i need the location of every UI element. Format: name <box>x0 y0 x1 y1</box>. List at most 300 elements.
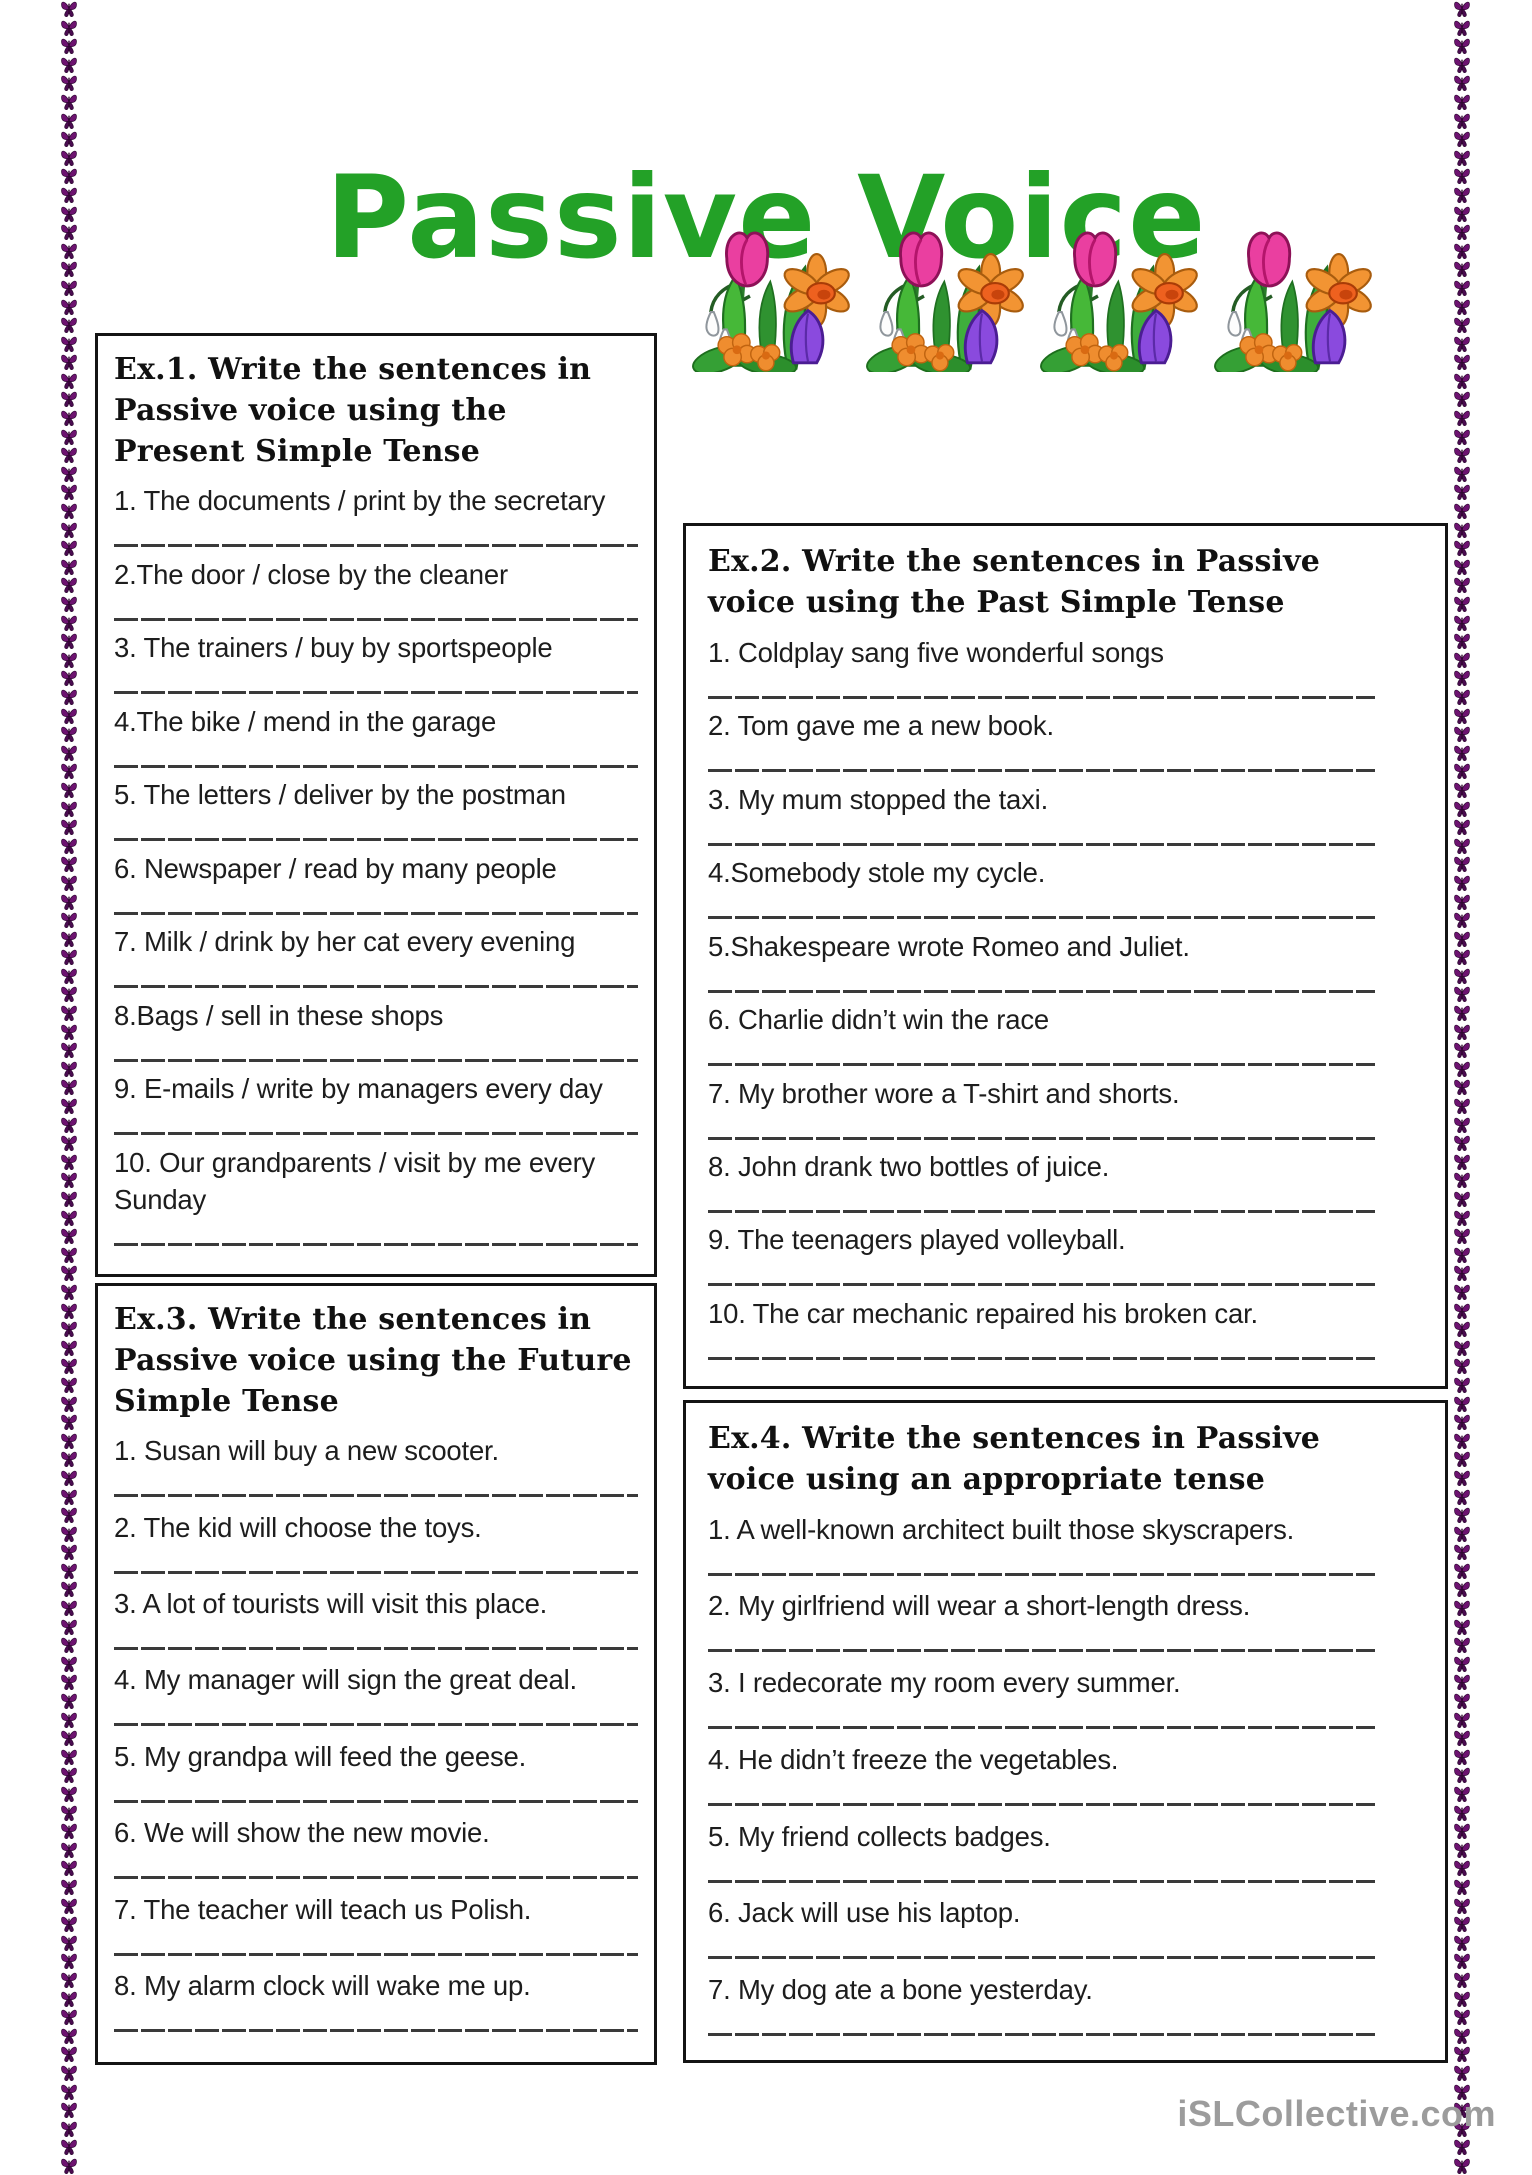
butterfly-icon <box>57 1488 81 1507</box>
answer-blank-line <box>114 985 638 988</box>
exercise-item <box>708 1894 1375 1959</box>
butterfly-icon <box>1450 1060 1474 1079</box>
butterfly-icon <box>57 1692 81 1711</box>
sentence: 2. The kid will choose the toys. <box>114 1511 482 1543</box>
butterfly-icon <box>1450 1023 1474 1042</box>
butterfly-icon <box>1450 1264 1474 1283</box>
butterfly-icon <box>57 911 81 930</box>
butterfly-icon <box>1450 186 1474 205</box>
butterfly-icon <box>57 893 81 912</box>
butterfly-icon <box>1450 1543 1474 1562</box>
sentence: 5. My grandpa will feed the geese. <box>114 1740 527 1772</box>
butterfly-icon <box>1450 2045 1474 2064</box>
sentence: 7. My brother wore a T-shirt and shorts. <box>708 1077 1180 1109</box>
butterfly-icon <box>57 56 81 75</box>
answer-blank-line <box>708 1063 1375 1066</box>
butterfly-icon <box>57 502 81 521</box>
answer-blank-line <box>708 1137 1375 1140</box>
sentence: 3. My mum stopped the taxi. <box>708 783 1049 815</box>
exercise-item <box>114 1509 638 1574</box>
butterfly-icon <box>57 1506 81 1525</box>
butterfly-icon <box>1450 0 1474 19</box>
answer-blank-line <box>114 1723 638 1726</box>
sentence: 6. Newspaper / read by many people <box>114 852 557 884</box>
butterfly-icon <box>57 1469 81 1488</box>
butterfly-icon <box>1450 1413 1474 1432</box>
butterfly-icon <box>1450 1618 1474 1637</box>
butterfly-icon <box>1450 502 1474 521</box>
butterfly-icon <box>1450 56 1474 75</box>
sentence: 10. Our grandparents / visit by me every Sunday <box>114 1146 596 1215</box>
butterfly-icon <box>1450 651 1474 670</box>
sentence: 4.The bike / mend in the garage <box>114 705 497 737</box>
butterfly-icon <box>1450 855 1474 874</box>
butterfly-border-left <box>57 0 83 2167</box>
butterfly-icon <box>57 1413 81 1432</box>
butterfly-icon <box>57 149 81 168</box>
butterfly-icon <box>1450 1934 1474 1953</box>
exercise-4-box <box>683 1400 1448 2063</box>
sentence: 6. We will show the new movie. <box>114 1817 490 1849</box>
butterfly-icon <box>1450 707 1474 726</box>
butterfly-icon <box>1450 558 1474 577</box>
butterfly-icon <box>1450 1599 1474 1618</box>
sentence: 4. My manager will sign the great deal. <box>114 1664 577 1696</box>
answer-blank-line <box>114 838 638 841</box>
butterfly-icon <box>1450 335 1474 354</box>
butterfly-icon <box>1450 372 1474 391</box>
flower-strip <box>692 226 1392 372</box>
butterfly-icon <box>57 985 81 1004</box>
sentence: 2. Tom gave me a new book. <box>708 710 1054 742</box>
butterfly-icon <box>57 800 81 819</box>
butterfly-icon <box>57 1636 81 1655</box>
butterfly-icon <box>1450 2064 1474 2083</box>
butterfly-icon <box>1450 781 1474 800</box>
exercise-item <box>114 1738 638 1803</box>
butterfly-icon <box>1450 1878 1474 1897</box>
butterfly-icon <box>57 260 81 279</box>
butterfly-icon <box>1450 1078 1474 1097</box>
butterfly-icon <box>57 2101 81 2120</box>
butterfly-icon <box>57 1655 81 1674</box>
butterfly-icon <box>57 2157 81 2175</box>
butterfly-icon <box>57 781 81 800</box>
answer-blank-line <box>114 1647 638 1650</box>
exercise-item <box>708 707 1375 772</box>
butterfly-icon <box>1450 1134 1474 1153</box>
butterfly-icon <box>1450 893 1474 912</box>
butterfly-icon <box>1450 1283 1474 1302</box>
butterfly-icon <box>1450 1488 1474 1507</box>
butterfly-icon <box>57 223 81 242</box>
butterfly-icon <box>1450 762 1474 781</box>
butterfly-icon <box>57 167 81 186</box>
butterfly-icon <box>1450 1692 1474 1711</box>
butterfly-icon <box>57 19 81 38</box>
butterfly-icon <box>1450 37 1474 56</box>
butterfly-icon <box>1450 1116 1474 1135</box>
sentence: 4. He didn’t freeze the vegetables. <box>708 1743 1119 1775</box>
butterfly-icon <box>57 1450 81 1469</box>
butterfly-icon <box>1450 446 1474 465</box>
butterfly-icon <box>1450 1469 1474 1488</box>
butterfly-icon <box>57 1822 81 1841</box>
butterfly-icon <box>57 1004 81 1023</box>
butterfly-icon <box>57 1041 81 1060</box>
exercise-3-title: Ex.3. Write the sentences in Passive voice using the Future Simple Tense <box>114 1302 632 1419</box>
answer-blank-line <box>708 1573 1375 1576</box>
butterfly-icon <box>1450 1153 1474 1172</box>
answer-blank-line <box>708 990 1375 993</box>
butterfly-icon <box>57 186 81 205</box>
butterfly-icon <box>57 855 81 874</box>
butterfly-icon <box>1450 1822 1474 1841</box>
butterfly-icon <box>1450 1395 1474 1414</box>
answer-blank-line <box>114 1571 638 1574</box>
answer-blank-line <box>708 1283 1375 1286</box>
answer-blank-line <box>114 1132 638 1135</box>
butterfly-icon <box>1450 1990 1474 2009</box>
flower-bunch-icon <box>866 226 1040 372</box>
sentence: 6. Jack will use his laptop. <box>708 1897 1021 1929</box>
answer-blank-line <box>114 2029 638 2032</box>
butterfly-icon <box>57 1023 81 1042</box>
butterfly-icon <box>57 614 81 633</box>
butterfly-icon <box>57 1897 81 1916</box>
butterfly-icon <box>57 1859 81 1878</box>
butterfly-icon <box>1450 576 1474 595</box>
butterfly-icon <box>57 279 81 298</box>
butterfly-icon <box>1450 1376 1474 1395</box>
butterfly-icon <box>1450 1227 1474 1246</box>
sentence: 5. The letters / deliver by the postman <box>114 779 566 811</box>
exercise-1-box <box>95 333 657 1277</box>
butterfly-icon <box>57 335 81 354</box>
butterfly-icon <box>1450 130 1474 149</box>
exercise-1-title: Ex.1. Write the sentences in Passive voice using the Present Simple Tense <box>114 352 592 469</box>
butterfly-icon <box>1450 1804 1474 1823</box>
butterfly-icon <box>57 1302 81 1321</box>
sentence: 5.Shakespeare wrote Romeo and Juliet. <box>708 930 1190 962</box>
butterfly-icon <box>1450 242 1474 261</box>
butterfly-icon <box>1450 1841 1474 1860</box>
answer-blank-line <box>114 618 638 621</box>
sentence: 1. Susan will buy a new scooter. <box>114 1435 499 1467</box>
butterfly-icon <box>1450 1897 1474 1916</box>
butterfly-icon <box>57 2064 81 2083</box>
sentence: 10. The car mechanic repaired his broken car. <box>708 1297 1258 1329</box>
butterfly-icon <box>57 725 81 744</box>
sentence: 1. Coldplay sang five wonderful songs <box>708 636 1164 668</box>
butterfly-icon <box>57 1339 81 1358</box>
butterfly-icon <box>57 1580 81 1599</box>
exercise-item <box>114 629 638 694</box>
butterfly-icon <box>1450 167 1474 186</box>
butterfly-icon <box>1450 985 1474 1004</box>
answer-blank-line <box>708 1803 1375 1806</box>
butterfly-icon <box>57 948 81 967</box>
sentence: 8. John drank two bottles of juice. <box>708 1150 1110 1182</box>
butterfly-icon <box>1450 1246 1474 1265</box>
butterfly-icon <box>57 93 81 112</box>
butterfly-icon <box>57 1673 81 1692</box>
exercise-item <box>708 781 1375 846</box>
butterfly-icon <box>1450 688 1474 707</box>
butterfly-icon <box>57 818 81 837</box>
butterfly-icon <box>1450 2027 1474 2046</box>
butterfly-icon <box>57 1060 81 1079</box>
butterfly-icon <box>1450 1673 1474 1692</box>
butterfly-icon <box>1450 1097 1474 1116</box>
butterfly-icon <box>57 632 81 651</box>
butterfly-icon <box>57 651 81 670</box>
butterfly-icon <box>57 558 81 577</box>
exercise-item <box>708 1511 1375 1576</box>
butterfly-icon <box>57 242 81 261</box>
butterfly-icon <box>57 1227 81 1246</box>
butterfly-icon <box>57 1134 81 1153</box>
answer-blank-line <box>708 1956 1375 1959</box>
butterfly-icon <box>1450 930 1474 949</box>
butterfly-icon <box>57 1153 81 1172</box>
sentence: 4.Somebody stole my cycle. <box>708 857 1046 889</box>
butterfly-icon <box>57 2138 81 2157</box>
butterfly-icon <box>1450 911 1474 930</box>
butterfly-icon <box>1450 112 1474 131</box>
butterfly-icon <box>57 688 81 707</box>
butterfly-icon <box>57 1171 81 1190</box>
butterfly-icon <box>1450 205 1474 224</box>
butterfly-icon <box>57 744 81 763</box>
butterfly-icon <box>1450 428 1474 447</box>
butterfly-icon <box>1450 409 1474 428</box>
exercise-item <box>114 703 638 768</box>
butterfly-icon <box>1450 595 1474 614</box>
exercise-item <box>114 997 638 1062</box>
exercise-3-box <box>95 1283 657 2065</box>
butterfly-icon <box>57 595 81 614</box>
exercise-3-items <box>114 1432 638 2032</box>
butterfly-icon <box>57 1971 81 1990</box>
butterfly-icon <box>1450 19 1474 38</box>
butterfly-icon <box>57 669 81 688</box>
exercise-item <box>708 1075 1375 1140</box>
exercise-item <box>114 1814 638 1879</box>
butterfly-icon <box>57 1562 81 1581</box>
sentence: 8.Bags / sell in these shops <box>114 999 444 1031</box>
butterfly-icon <box>57 576 81 595</box>
butterfly-icon <box>1450 614 1474 633</box>
sentence: 7. The teacher will teach us Polish. <box>114 1893 532 1925</box>
butterfly-icon <box>1450 1711 1474 1730</box>
answer-blank-line <box>708 843 1375 846</box>
butterfly-border-right <box>1450 0 1476 2167</box>
exercise-item <box>708 1295 1375 1360</box>
answer-blank-line <box>114 691 638 694</box>
butterfly-icon <box>1450 1952 1474 1971</box>
sentence: 9. The teenagers played volleyball. <box>708 1224 1126 1256</box>
exercise-item <box>708 928 1375 993</box>
butterfly-icon <box>57 353 81 372</box>
sentence: 2.The door / close by the cleaner <box>114 558 508 590</box>
butterfly-icon <box>57 372 81 391</box>
exercise-item <box>708 1221 1375 1286</box>
answer-blank-line <box>708 916 1375 919</box>
butterfly-icon <box>1450 1655 1474 1674</box>
butterfly-icon <box>1450 1562 1474 1581</box>
exercise-item <box>114 1432 638 1497</box>
butterfly-icon <box>57 1878 81 1897</box>
butterfly-icon <box>57 1525 81 1544</box>
exercise-4-title: Ex.4. Write the sentences in Passive voice using an appropriate tense <box>708 1421 1321 1497</box>
butterfly-icon <box>1450 2157 1474 2175</box>
butterfly-icon <box>1450 1302 1474 1321</box>
butterfly-icon <box>1450 1171 1474 1190</box>
butterfly-icon <box>1450 465 1474 484</box>
butterfly-icon <box>1450 539 1474 558</box>
butterfly-icon <box>1450 1506 1474 1525</box>
answer-blank-line <box>114 1953 638 1956</box>
butterfly-icon <box>57 37 81 56</box>
answer-blank-line <box>114 912 638 915</box>
exercise-item <box>708 1741 1375 1806</box>
exercise-1-items <box>114 482 638 1246</box>
exercise-item <box>114 1661 638 1726</box>
exercise-2-title: Ex.2. Write the sentences in Passive voice using the Past Simple Tense <box>708 544 1321 620</box>
butterfly-icon <box>57 1190 81 1209</box>
exercise-4-items <box>708 1511 1375 2036</box>
butterfly-icon <box>57 1785 81 1804</box>
sentence: 6. Charlie didn’t win the race <box>708 1004 1049 1036</box>
exercise-item <box>708 1001 1375 1066</box>
sentence: 7. My dog ate a bone yesterday. <box>708 1974 1093 2005</box>
exercise-item <box>114 482 638 547</box>
exercise-item <box>114 556 638 621</box>
exercise-item <box>114 850 638 915</box>
butterfly-icon <box>57 428 81 447</box>
exercise-item <box>708 634 1375 699</box>
butterfly-icon <box>57 539 81 558</box>
butterfly-icon <box>1450 521 1474 540</box>
butterfly-icon <box>1450 744 1474 763</box>
exercise-item <box>708 1818 1375 1883</box>
butterfly-icon <box>1450 1785 1474 1804</box>
butterfly-icon <box>57 316 81 335</box>
exercise-item <box>708 1148 1375 1213</box>
butterfly-icon <box>57 2120 81 2139</box>
butterfly-icon <box>57 465 81 484</box>
butterfly-icon <box>1450 800 1474 819</box>
exercise-item <box>708 1664 1375 1729</box>
butterfly-icon <box>57 1543 81 1562</box>
butterfly-icon <box>1450 1357 1474 1376</box>
butterfly-icon <box>57 1711 81 1730</box>
butterfly-icon <box>1450 1636 1474 1655</box>
butterfly-icon <box>1450 874 1474 893</box>
flower-bunch-icon <box>1040 226 1214 372</box>
butterfly-icon <box>57 762 81 781</box>
sentence: 2. My girlfriend will wear a short-length dress. <box>708 1590 1251 1622</box>
butterfly-icon <box>1450 149 1474 168</box>
butterfly-icon <box>57 74 81 93</box>
butterfly-icon <box>57 1618 81 1637</box>
sentence: 3. I redecorate my room every summer. <box>708 1667 1181 1699</box>
butterfly-icon <box>1450 353 1474 372</box>
butterfly-icon <box>57 930 81 949</box>
butterfly-icon <box>1450 1041 1474 1060</box>
butterfly-icon <box>57 874 81 893</box>
butterfly-icon <box>1450 1580 1474 1599</box>
butterfly-icon <box>57 1841 81 1860</box>
butterfly-icon <box>57 1116 81 1135</box>
answer-blank-line <box>114 1876 638 1879</box>
sentence: 1. A well-known architect built those skyscrapers. <box>708 1513 1295 1545</box>
sentence: 3. The trainers / buy by sportspeople <box>114 632 553 664</box>
butterfly-icon <box>57 130 81 149</box>
butterfly-icon <box>1450 1915 1474 1934</box>
butterfly-icon <box>1450 1209 1474 1228</box>
exercise-2-items <box>708 634 1375 1360</box>
answer-blank-line <box>114 1800 638 1803</box>
butterfly-icon <box>57 1729 81 1748</box>
butterfly-icon <box>57 1395 81 1414</box>
butterfly-icon <box>57 1097 81 1116</box>
butterfly-icon <box>1450 279 1474 298</box>
butterfly-icon <box>57 298 81 317</box>
sentence: 8. My alarm clock will wake me up. <box>114 1969 531 2001</box>
butterfly-icon <box>1450 1859 1474 1878</box>
answer-blank-line <box>114 1243 638 1246</box>
answer-blank-line <box>114 1059 638 1062</box>
answer-blank-line <box>114 544 638 547</box>
butterfly-icon <box>1450 2138 1474 2157</box>
butterfly-icon <box>57 1264 81 1283</box>
answer-blank-line <box>708 1649 1375 1652</box>
butterfly-icon <box>57 1990 81 2009</box>
butterfly-icon <box>57 1934 81 1953</box>
butterfly-icon <box>1450 1339 1474 1358</box>
butterfly-icon <box>57 205 81 224</box>
butterfly-icon <box>1450 1729 1474 1748</box>
answer-blank-line <box>708 769 1375 772</box>
butterfly-icon <box>1450 1320 1474 1339</box>
butterfly-icon <box>1450 1190 1474 1209</box>
answer-blank-line <box>708 696 1375 699</box>
butterfly-icon <box>1450 2008 1474 2027</box>
butterfly-icon <box>57 1376 81 1395</box>
flower-bunch-icon <box>1214 226 1388 372</box>
butterfly-icon <box>57 521 81 540</box>
exercise-item <box>114 1070 638 1135</box>
butterfly-icon <box>1450 632 1474 651</box>
butterfly-icon <box>57 2027 81 2046</box>
butterfly-icon <box>57 446 81 465</box>
exercise-item <box>114 1144 638 1246</box>
butterfly-icon <box>57 390 81 409</box>
butterfly-icon <box>57 1357 81 1376</box>
sentence: 7. Milk / drink by her cat every evening <box>114 926 576 958</box>
exercise-item <box>708 854 1375 919</box>
answer-blank-line <box>114 1494 638 1497</box>
sentence: 5. My friend collects badges. <box>708 1820 1051 1852</box>
islcollective-watermark: iSLCollective.com <box>1177 2093 1496 2134</box>
butterfly-icon <box>1450 948 1474 967</box>
exercise-2-box <box>683 523 1448 1389</box>
butterfly-icon <box>1450 298 1474 317</box>
exercise-item <box>114 776 638 841</box>
butterfly-icon <box>1450 1432 1474 1451</box>
